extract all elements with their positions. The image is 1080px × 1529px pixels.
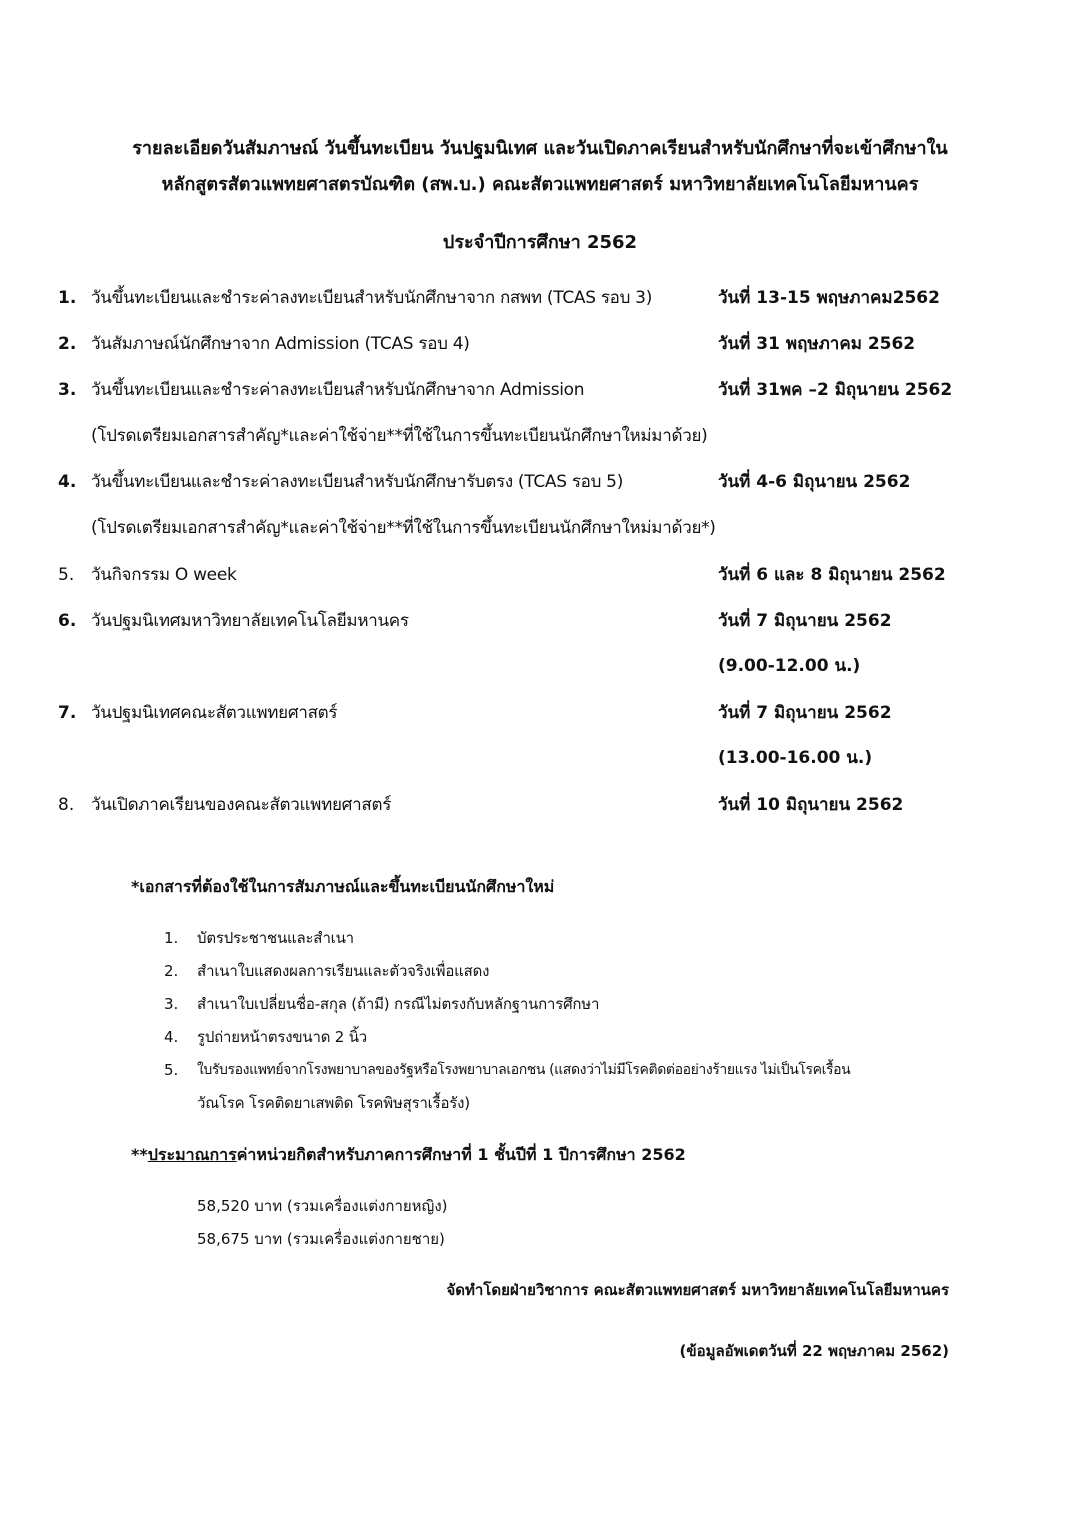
updated-date: (ข้อมูลอัพเดตวันที่ 22 พฤษภาคม 2562) xyxy=(679,1342,949,1360)
schedule-item-text: วันปฐมนิเทศคณะสัตวแพทยศาสตร์ xyxy=(91,703,338,723)
schedule-item-text: วันสัมภาษณ์นักศึกษาจาก Admission (TCAS รอบ 4) xyxy=(91,334,470,354)
schedule-item-number: 5. xyxy=(58,565,75,585)
schedule-item-text: วันกิจกรรม O week xyxy=(91,565,237,585)
fees-heading-prefix: ** xyxy=(131,1145,148,1164)
schedule-item-date: วันที่ 10 มิถุนายน 2562 xyxy=(718,795,904,815)
document-number: 4. xyxy=(164,1028,179,1046)
fee-line: 58,675 บาท (รวมเครื่องแต่งกายชาย) xyxy=(197,1230,445,1248)
schedule-item-text: วันขึ้นทะเบียนและชำระค่าลงทะเบียนสำหรับนักศึกษาจาก กสพท (TCAS รอบ 3) xyxy=(91,288,653,308)
document-number: 3. xyxy=(164,995,179,1013)
page-title-line-2: หลักสูตรสัตวแพทยศาสตรบัณฑิต (สพ.บ.) คณะสัตวแพทยศาสตร์ มหาวิทยาลัยเทคโนโลยีมหานคร xyxy=(161,174,919,195)
schedule-item-number: 1. xyxy=(58,288,77,308)
schedule-item-text: วันเปิดภาคเรียนของคณะสัตวแพทยศาสตร์ xyxy=(91,795,392,815)
schedule-item-date: วันที่ 31 พฤษภาคม 2562 xyxy=(718,334,916,354)
page-title-line-3: ประจำปีการศึกษา 2562 xyxy=(442,232,638,253)
schedule-item-number: 3. xyxy=(58,380,77,400)
documents-heading: *เอกสารที่ต้องใช้ในการสัมภาษณ์และขึ้นทะเบียนนักศึกษาใหม่ xyxy=(131,877,555,896)
document-text: สำเนาใบแสดงผลการเรียนและตัวจริงเพื่อแสดง xyxy=(197,962,490,980)
document-number: 2. xyxy=(164,962,179,980)
schedule-item-text: วันขึ้นทะเบียนและชำระค่าลงทะเบียนสำหรับนักศึกษาจาก Admission xyxy=(91,380,585,400)
schedule-item-date: วันที่ 31พค –2 มิถุนายน 2562 xyxy=(718,380,953,400)
document-text: ใบรับรองแพทย์จากโรงพยาบาลของรัฐหรือโรงพยาบาลเอกชน (แสดงว่าไม่มีโรคติดต่ออย่างร้ายแรง ไม่เป็นโรคเรื้อน xyxy=(197,1062,851,1078)
schedule-item-text: วันขึ้นทะเบียนและชำระค่าลงทะเบียนสำหรับนักศึกษารับตรง (TCAS รอบ 5) xyxy=(91,472,624,492)
fee-line: 58,520 บาท (รวมเครื่องแต่งกายหญิง) xyxy=(197,1197,448,1215)
document-text: สำเนาใบเปลี่ยนชื่อ-สกุล (ถ้ามี) กรณีไม่ตรงกับหลักฐานการศึกษา xyxy=(197,995,600,1013)
document-number: 1. xyxy=(164,929,179,947)
schedule-item-note: (โปรดเตรียมเอกสารสำคัญ*และค่าใช้จ่าย**ที่ใช้ในการขึ้นทะเบียนนักศึกษาใหม่มาด้วย*) xyxy=(91,518,716,538)
fees-heading-underlined: ประมาณการ xyxy=(147,1145,237,1164)
document-text-continued: วัณโรค โรคติดยาเสพติด โรคพิษสุราเรื้อรัง) xyxy=(197,1094,470,1112)
schedule-item-number: 6. xyxy=(58,611,77,631)
schedule-item-number: 8. xyxy=(58,795,75,815)
document-text: รูปถ่ายหน้าตรงขนาด 2 นิ้ว xyxy=(197,1028,367,1046)
schedule-item-number: 2. xyxy=(58,334,77,354)
document-number: 5. xyxy=(164,1061,179,1079)
schedule-item-text: วันปฐมนิเทศมหาวิทยาลัยเทคโนโลยีมหานคร xyxy=(91,611,409,631)
schedule-item-date: วันที่ 7 มิถุนายน 2562 xyxy=(718,611,892,631)
schedule-item-date: วันที่ 13-15 พฤษภาคม2562 xyxy=(718,288,940,308)
page-title-line-1: รายละเอียดวันสัมภาษณ์ วันขึ้นทะเบียน วันปฐมนิเทศ และวันเปิดภาคเรียนสำหรับนักศึกษาที่จะเข้าศึกษาใน xyxy=(132,138,948,159)
prepared-by: จัดทำโดยฝ่ายวิชาการ คณะสัตวแพทยศาสตร์ มหาวิทยาลัยเทคโนโลยีมหานคร xyxy=(446,1281,949,1299)
schedule-item-date: วันที่ 4-6 มิถุนายน 2562 xyxy=(718,472,911,492)
schedule-item-time: (9.00-12.00 น.) xyxy=(718,656,861,676)
document-text: บัตรประชาชนและสำเนา xyxy=(197,929,354,947)
schedule-item-date: วันที่ 6 และ 8 มิถุนายน 2562 xyxy=(718,565,946,585)
schedule-item-time: (13.00-16.00 น.) xyxy=(718,748,873,768)
schedule-item-note: (โปรดเตรียมเอกสารสำคัญ*และค่าใช้จ่าย**ที่ใช้ในการขึ้นทะเบียนนักศึกษาใหม่มาด้วย) xyxy=(91,426,708,446)
fees-heading-rest: ค่าหน่วยกิตสำหรับภาคการศึกษาที่ 1 ชั้นปีที่ 1 ปีการศึกษา 2562 xyxy=(236,1145,686,1164)
schedule-item-number: 4. xyxy=(58,472,77,492)
schedule-item-date: วันที่ 7 มิถุนายน 2562 xyxy=(718,703,892,723)
schedule-item-number: 7. xyxy=(58,703,77,723)
fees-heading xyxy=(131,1143,686,1167)
